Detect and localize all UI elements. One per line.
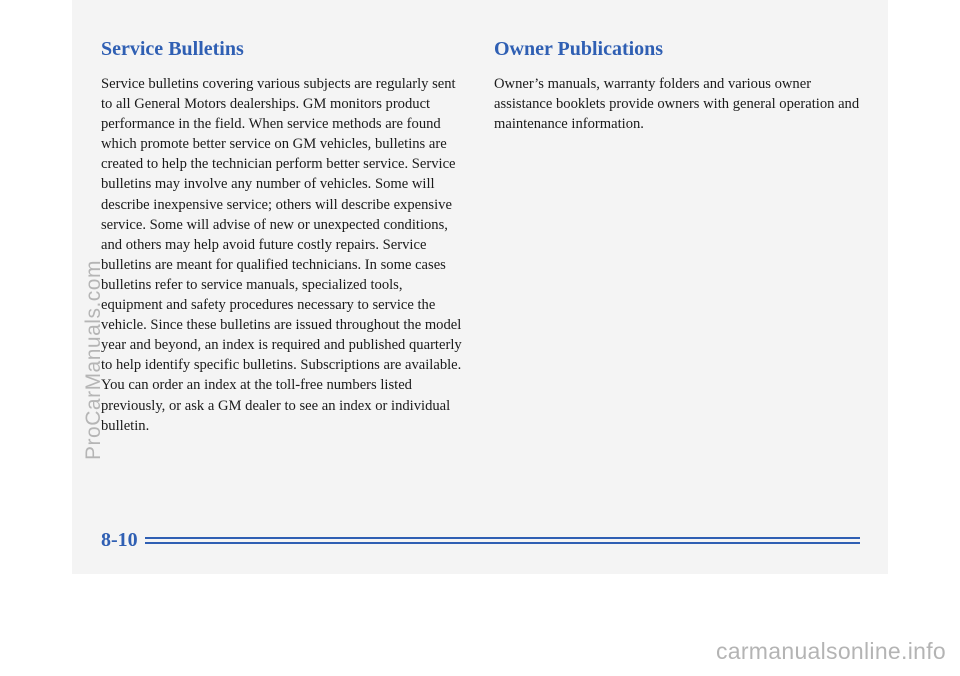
owner-publications-text: Owner’s manuals, warranty folders and various owner assistance booklets provide owners with general operation and maintenance information. <box>494 76 860 133</box>
manual-page <box>72 0 888 574</box>
page-footer <box>101 528 860 552</box>
service-bulletins-heading: Service Bulletins <box>101 38 244 60</box>
footer-rule-top <box>145 537 860 539</box>
service-bulletins-section <box>101 36 467 436</box>
page-number: 8-10 <box>101 529 138 551</box>
owner-publications-section <box>494 36 864 134</box>
service-bulletins-text: Service bulletins covering various subjects are regularly sent to all General Motors dealerships. GM monitors product performance in the field. When service methods are found which promote better service on GM vehicles, bulletins are created to help the technician perform better service. Service bulletins may involve any number of vehicles. Some will describe inexpensive service; others will describe expensive service. Some will advise of new or unexpected conditions, and others may help avoid future costly repairs. Service bulletins are meant for qualified technicians. In some cases bulletins refer to service manuals, specialized tools, equipment and safety procedures necessary to service the vehicle. Since these bulletins are issued throughout the model year and beyond, an index is required and published quarterly to help identify specific bulletins. Subscriptions are available. You can order an index at the toll-free numbers listed previously, or ask a GM dealer to see an index or individual bulletin. <box>101 76 462 434</box>
footer-rule-bottom <box>145 542 860 544</box>
vertical-watermark: ProCarManuals.com <box>82 260 105 460</box>
bottom-watermark: carmanualsonline.info <box>715 638 946 664</box>
owner-publications-heading: Owner Publications <box>494 38 664 60</box>
